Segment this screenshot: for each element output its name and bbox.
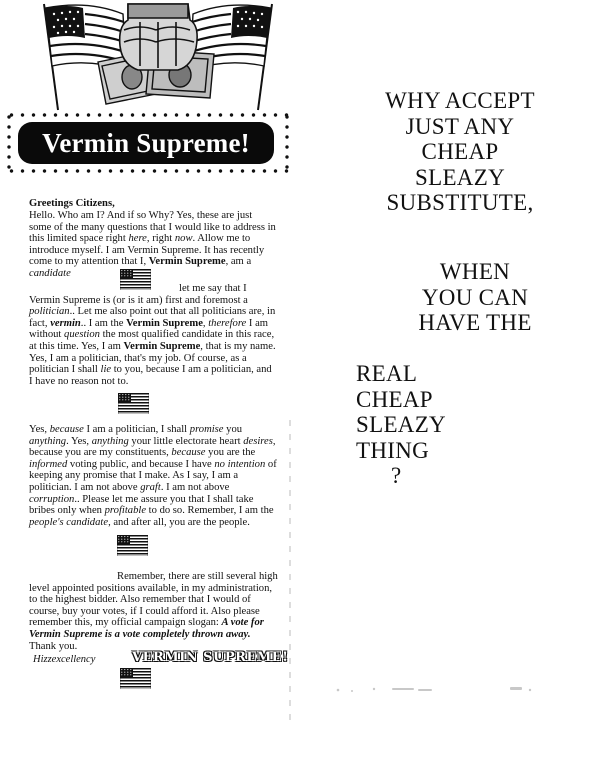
slogan-line: WHY ACCEPT [385, 88, 535, 113]
fist-with-money-icon [28, 0, 286, 112]
slogan-line: THING [356, 437, 430, 463]
slogan-block-1 [345, 88, 575, 216]
slogan-block-2 [400, 259, 550, 336]
dot-border-right [284, 112, 290, 174]
slogan-line: CHEAP [421, 139, 499, 164]
letter-paragraph-1: Hello. Who am I? And if so Why? Yes, these are just some of the many questions that I would like to address in this limited space right here, right now. Allow me to introduce myself. I am Vermin Supreme. It has recently come to my attention that I, Vermin Supreme, am a candidate [29, 210, 276, 279]
dot-border-bottom [6, 168, 290, 174]
dot-border-top [6, 112, 290, 118]
para3-first-line: Remember, there are still several high [117, 571, 278, 582]
slogan-line: CHEAP [356, 386, 433, 412]
slogan-line: SUBSTITUTE, [386, 190, 534, 215]
slogan-block-3 [356, 361, 476, 489]
slogan-line: HAVE THE [418, 310, 532, 335]
slogan-line: YOU CAN [421, 284, 529, 310]
letter-paragraph-1-continued: let me say that I Vermin Supreme is (or is it am) first and foremost a politician.. Let me also point out that all politicians are, in fact, vermin.. I am the Vermin Supreme, therefore I am without question the most qualified candidate in this race, at this time. Yes, I am Vermin Supreme, that is my name. Yes, I am a politician, that's my job. Of course, as a politician I shall lie to you, because I am a politician, and I have no reason not to. [29, 283, 276, 387]
us-flag-icon [117, 535, 148, 556]
slogan-line: REAL [356, 361, 418, 386]
fold-line [289, 420, 291, 720]
letter-paragraph-2: Yes, because I am a politician, I shall promise you anything. Yes, anything your little electorate heart desires, because you are my constituents, because you are the informed voting public, and because I have no intention of keeping any promise that I make. As I say, I am a politician. I am not above graft. I am not above corruption.. Please let me assure you that I shall take bribes only when profitable to do so. Remember, I am the people's candidate, and after all, you are the people. [29, 424, 277, 528]
signoff: Hizzexcellency [33, 654, 96, 665]
fist-graphic [120, 4, 197, 70]
us-flag-icon [118, 393, 149, 414]
slogan-line: WHEN [439, 259, 511, 284]
slogan-line: SLEAZY [415, 164, 505, 190]
letter-paragraph-3: Remember, there are still several high level appointed positions available, in my administration, to the highest bidder. Also remember that I would of course, buy your votes, if I could afford it. Also please remember this, my official campaign slogan: A vote for Vermin Supreme is a vote completely thrown away. Thank you. [29, 571, 278, 652]
banner-title: Vermin Supreme! [42, 128, 250, 158]
title-banner [6, 112, 290, 174]
slogan-question-mark: ? [391, 463, 402, 488]
greeting: Greetings Citizens, [29, 198, 115, 209]
signature: VERMIN SUPREME! [132, 650, 289, 665]
us-flag-icon [120, 668, 151, 689]
scan-artifact [330, 682, 550, 696]
slogan-line: JUST ANY [405, 113, 515, 139]
slogan-line: SLEAZY [356, 412, 446, 437]
dot-border-left [6, 112, 12, 174]
